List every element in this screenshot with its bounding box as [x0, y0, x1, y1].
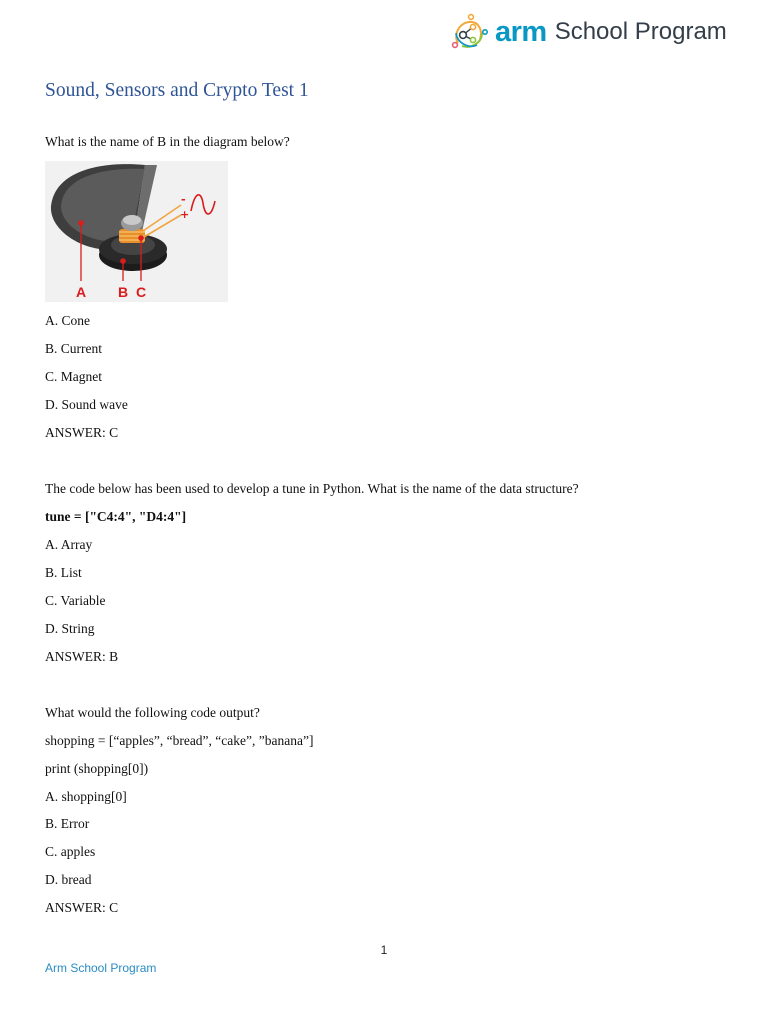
q3-option-c: C. apples [45, 844, 96, 859]
q1-option-c: C. Magnet [45, 369, 102, 384]
q3-code-line-1: shopping = [“apples”, “bread”, “cake”, ”banana”] [45, 733, 314, 748]
q3-option-d: D. bread [45, 872, 92, 887]
q2-option-b: B. List [45, 565, 82, 580]
svg-text:-: - [181, 193, 186, 206]
diagram-label-c: C [136, 284, 147, 300]
question-3-prompt: What would the following code output? [45, 705, 260, 720]
q3-option-a: A. shopping[0] [45, 789, 127, 804]
arm-school-program-logo [449, 12, 727, 52]
page-number: 1 [380, 943, 388, 957]
svg-text:+: + [180, 208, 190, 221]
logo-program-text: School Program [554, 18, 727, 45]
q3-code-line-2: print (shopping[0]) [45, 761, 149, 776]
q1-answer: ANSWER: C [45, 425, 119, 440]
speaker-diagram [45, 161, 228, 302]
q2-option-a: A. Array [45, 537, 93, 552]
footer-text: Arm School Program [45, 961, 157, 975]
question-2-prompt: The code below has been used to develop a tune in Python. What is the name of the data structure? [45, 481, 579, 496]
diagram-label-b: B [118, 284, 129, 300]
q3-option-b: B. Error [45, 816, 90, 831]
q1-option-b: B. Current [45, 341, 102, 356]
q3-answer: ANSWER: C [45, 900, 119, 915]
diagram-label-a: A [76, 284, 87, 300]
q2-code-line: tune = ["C4:4", "D4:4"] [45, 509, 187, 524]
q1-option-a: A. Cone [45, 313, 90, 328]
q1-option-d: D. Sound wave [45, 397, 128, 412]
question-1-prompt: What is the name of B in the diagram below? [45, 134, 290, 149]
logo-brand-text: arm [495, 15, 547, 48]
q2-answer: ANSWER: B [45, 649, 119, 664]
q2-option-c: C. Variable [45, 593, 106, 608]
molecule-logo-icon [449, 13, 489, 51]
page-title: Sound, Sensors and Crypto Test 1 [45, 80, 309, 101]
q2-option-d: D. String [45, 621, 95, 636]
